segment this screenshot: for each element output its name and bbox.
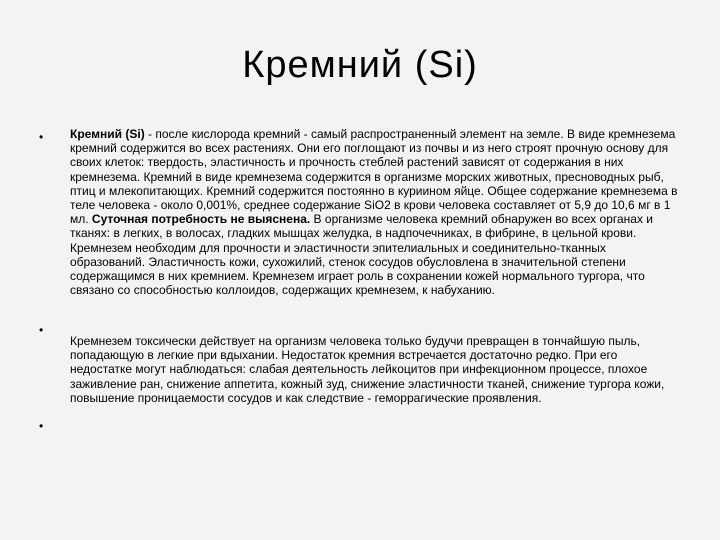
paragraph-2: Кремнезем токсически действует на организм человека только будучи превращен в тончайшую пыль, попадающую в легкие при вдыхании. Недостаток кремния встречается достаточно редко. При его недостатке могут наблюдаться: слабая деятельность лейкоцитов при инфекционном процессе, плохое заживление ран, снижение аппетита, кожный зуд, снижение эластичности тканей, снижение тургора кожи, повышение проницаемости сосудов и как следствие - геморрагические проявления. xyxy=(70,334,665,405)
paragraph-1-text-a: - после кислорода кремний - самый распространенный элемент на земле. В виде кремнезема кремний содержится во всех растениях. Они его поглощают из почвы и из него строят прочную основу для своих клеток: твердость, эластичность и прочность стеблей растений зависят от содержания в них кремнезема. Кремний в виде кремнезема содержится в организме морских животных, пресноводных рыб, птиц и млекопитающих. Кремний содержится постоянно в куриином яйце. Общее содержание кремнезема в теле человека - около 0,001%, среднее содержание SiO2 в крови человека составляет от 5,9 до 10,6 мг в 1 мл. xyxy=(70,127,678,227)
bullet-1: • xyxy=(39,130,44,144)
paragraph-1-lead: Кремний (Si) xyxy=(70,127,145,141)
bullet-3: • xyxy=(39,419,44,433)
slide-title: Кремний (Si) xyxy=(242,44,478,86)
paragraph-1-emphasis: Суточная потребность не выяснена. xyxy=(91,212,311,227)
bullet-2: • xyxy=(39,323,44,337)
paragraph-1 xyxy=(70,127,680,297)
paragraph-1-text-b: В организме человека кремний обнаружен во всех органах и тканях: в легких, в волосах, гладких мышцах желудка, в надпочечниках, в фибрине, в цельной крови. Кремнезем необходим для прочности и эластичности эпителиальных и соединительно-тканных образований. Эластичность кожи, сухожилий, стенок сосудов обусловлена в значительной степени содержащимся в них кремнием. Кремнезем играет роль в сохранении кожей нормального тургора, что связано со способностью коллоидов, содержащих кремнезем, к набуханию. xyxy=(70,212,653,298)
